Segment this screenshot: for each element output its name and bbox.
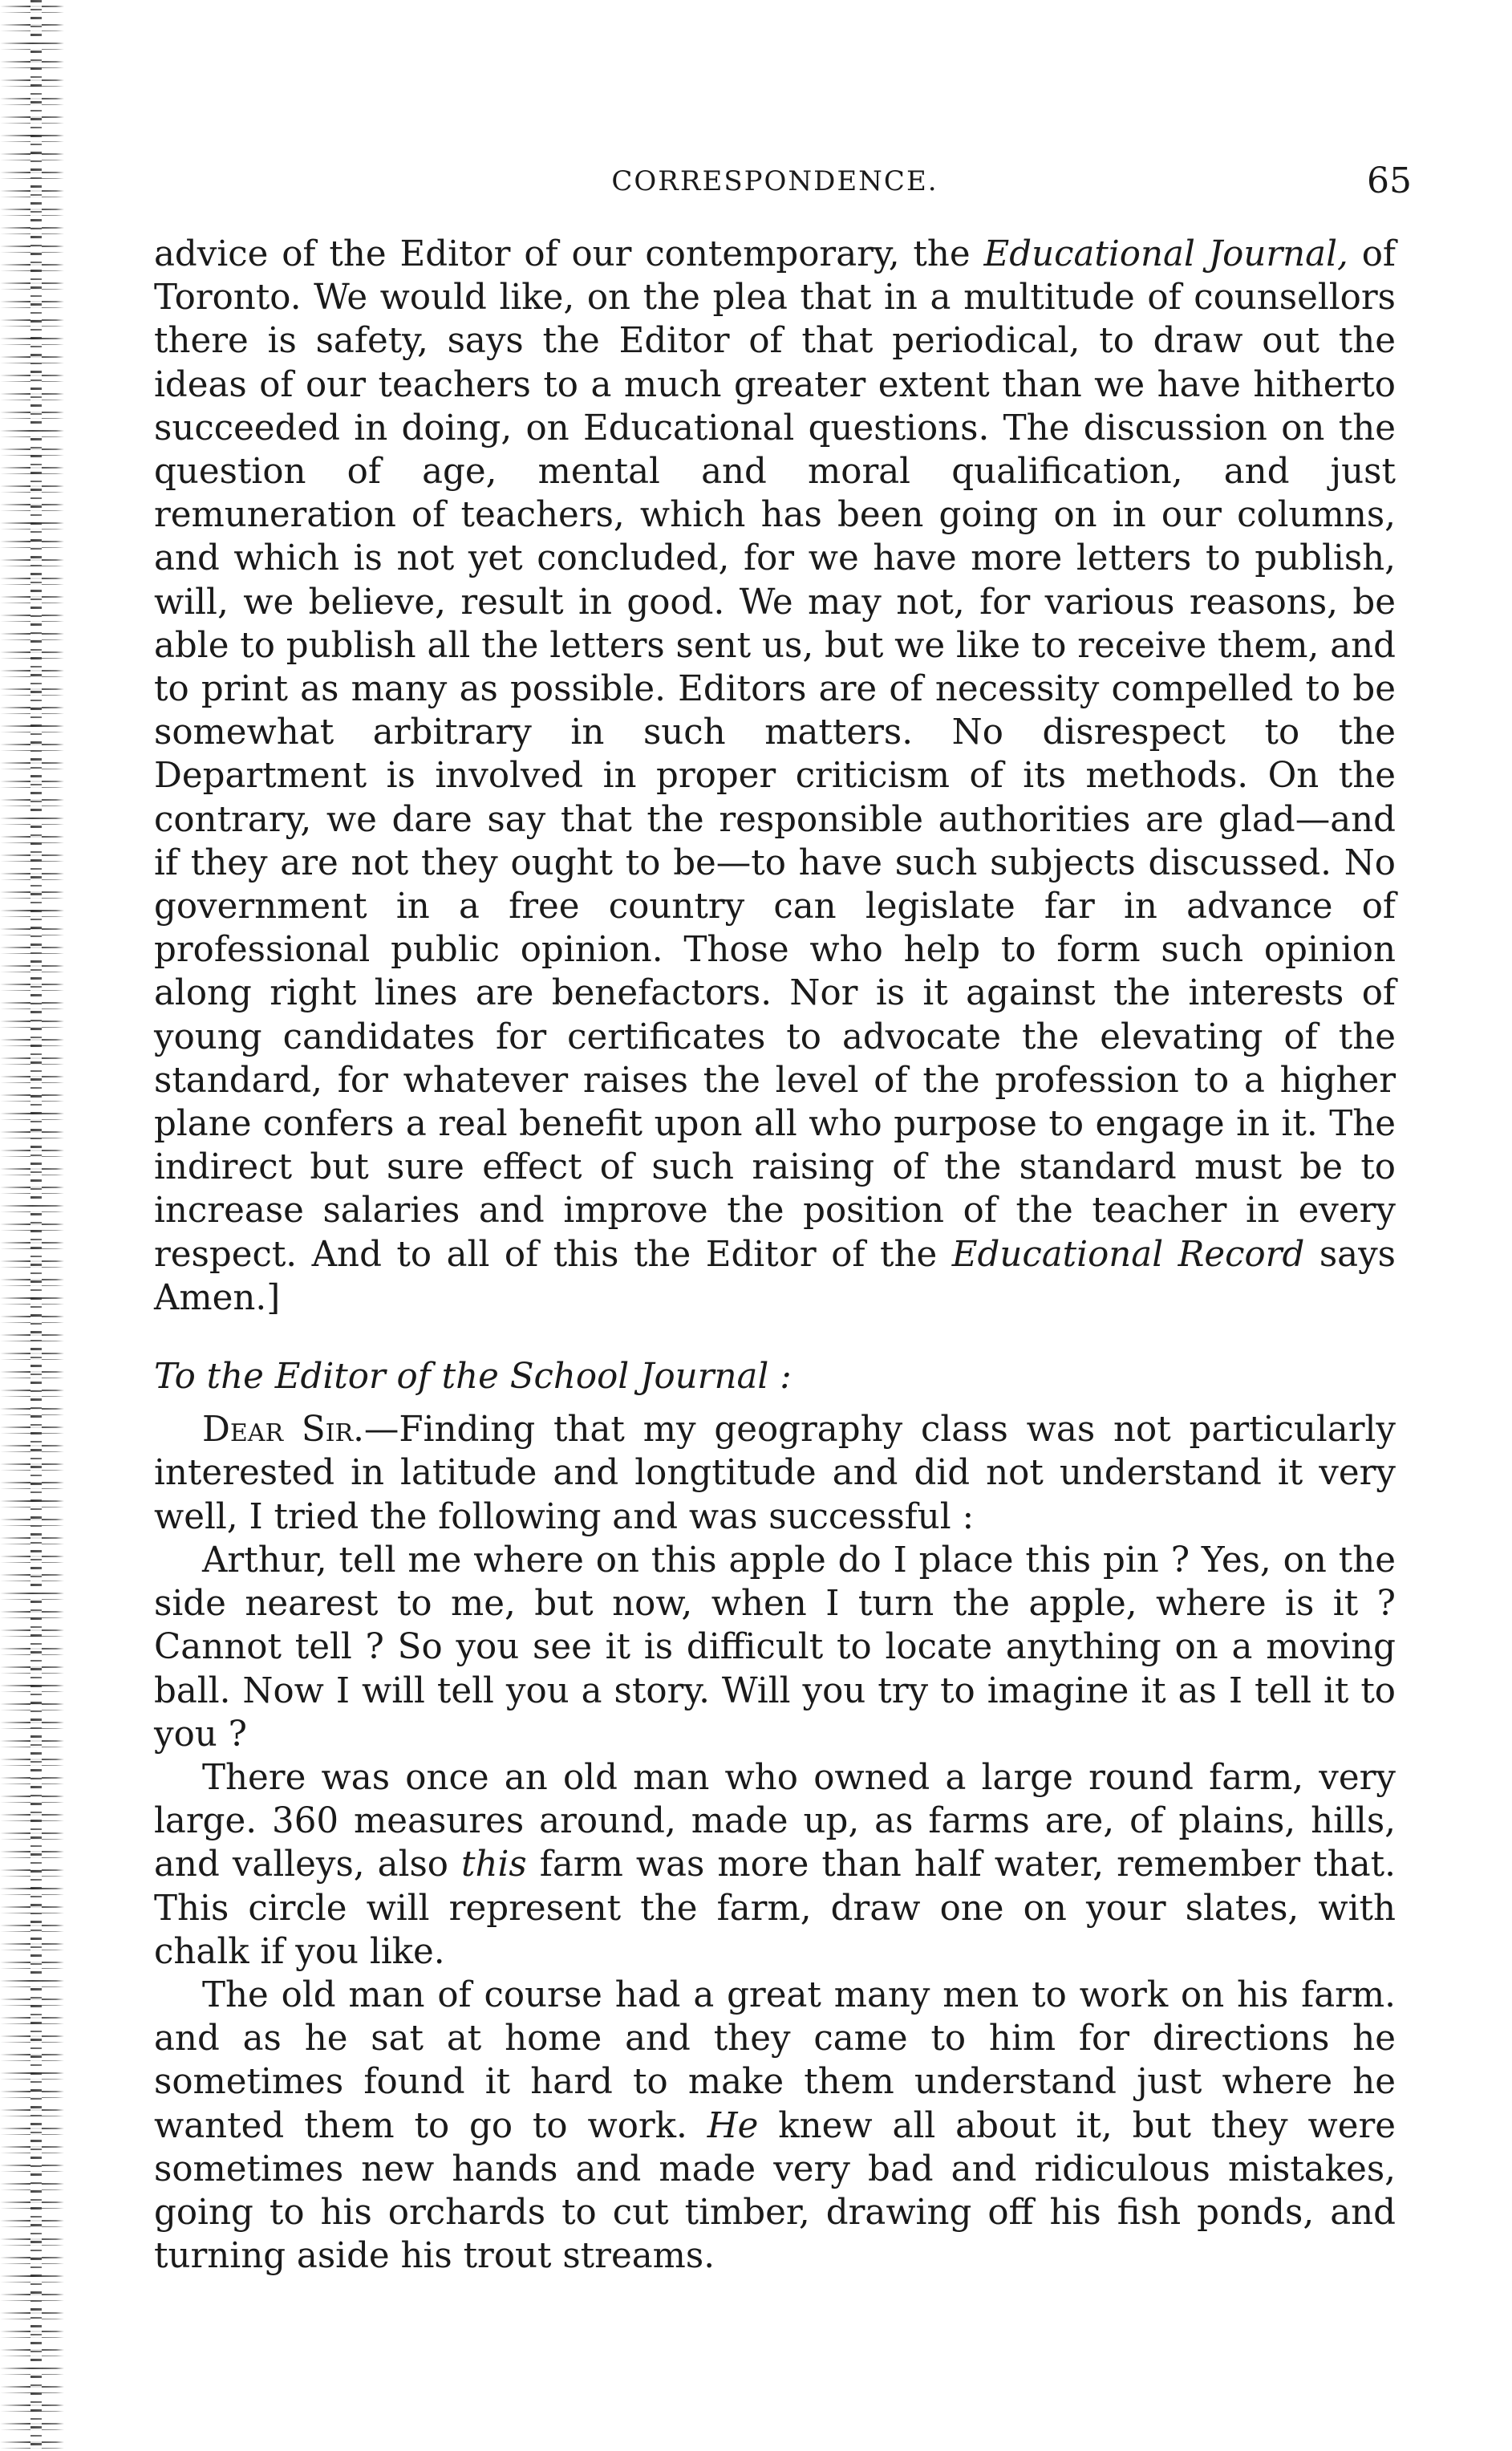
letter-opening-paragraph	[154, 1408, 1396, 1539]
text-run: The old man of course had a great many men to work on his farm. and as he sat at home and they came to him for directions he sometimes found it hard to make them understand just where he wanted them to go to work.	[154, 1974, 1396, 2146]
text-run: farm was more than half water, remember that. This circle will represent the farm, draw one on your slates, with chalk if you like.	[154, 1844, 1396, 1972]
text-run: .—Finding that my geography class was not particularly interested in latitude and longtitude and did not understand it very well, I tried the following and was successful :	[154, 1410, 1396, 1537]
page-number: 65	[1367, 160, 1412, 201]
binding-edge-decoration	[0, 0, 64, 2451]
text-run: There was once an old man who owned a large round farm, very large. 360 measures around, made up, as farms are, of plains, hills, and valleys, also	[154, 1757, 1396, 1885]
letter-paragraph	[154, 1974, 1396, 2278]
emphasis: this	[461, 1844, 527, 1885]
letter-paragraph	[154, 1756, 1396, 1974]
salutation: Dear Sir	[202, 1410, 354, 1451]
editorial-paragraph	[154, 233, 1396, 1320]
record-title: Educational Record	[951, 1234, 1305, 1275]
emphasis: He	[707, 2105, 759, 2146]
journal-title: Educational Journal,	[983, 234, 1348, 274]
letter-heading: To the Editor of the School Journal :	[154, 1357, 792, 1398]
text-run: of Toronto. We would like, on the plea that in a multitude of counsellors there is safety, says the Editor of that periodical, to draw out the ideas of our teachers to a much greater extent than we have hitherto succeeded in doing, on Educational questions. The discussion on the question of age, mental and moral qualification, and just remuneration of teachers, which has been going on in our columns, and which is not yet concluded, for we have more letters to publish, will, we believe, result in good. We may not, for various reasons, be able to publish all the letters sent us, but we like to receive them, and to print as many as possible. Editors are of necessity compelled to be somewhat arbitrary in such matters. No disrespect to the Department is involved in proper criticism of its methods. On the contrary, we dare say that the responsible authorities are glad—and if they are not they ought to be—to have such subjects discussed. No government in a free country can legislate far in advance of professional public opinion. Those who help to form such opinion along right lines are benefactors. Nor is it against the interests of young candidates for certificates to advocate the elevating of the standard, for whatever raises the level of the profession to a higher plane confers a real benefit upon all who purpose to engage in it. The indirect but sure effect of such raising of the standard must be to increase salaries and improve the position of the teacher in every respect. And to all of this the Editor of the	[154, 234, 1396, 1275]
text-run: advice of the Editor of our contemporary, the	[154, 234, 984, 274]
page-content	[154, 160, 1412, 2278]
running-head	[154, 160, 1412, 213]
text-run: says Amen.]	[154, 1234, 1396, 1318]
letter-paragraph: Arthur, tell me where on this apple do I place this pin ? Yes, on the side nearest to me, but now, when I turn the apple, where is it ? Cannot tell ? So you see it is difficult to locate anything on a moving ball. Now I will tell you a story. Will you try to imagine it as I tell it to you ?	[154, 1540, 1396, 1755]
running-head-title: CORRESPONDENCE.	[611, 165, 938, 197]
text-run: knew all about it, but they were sometimes new hands and made very bad and ridiculous mistakes, going to his orchards to cut timber, drawing off his fish ponds, and turning aside his trout streams.	[154, 2105, 1396, 2277]
